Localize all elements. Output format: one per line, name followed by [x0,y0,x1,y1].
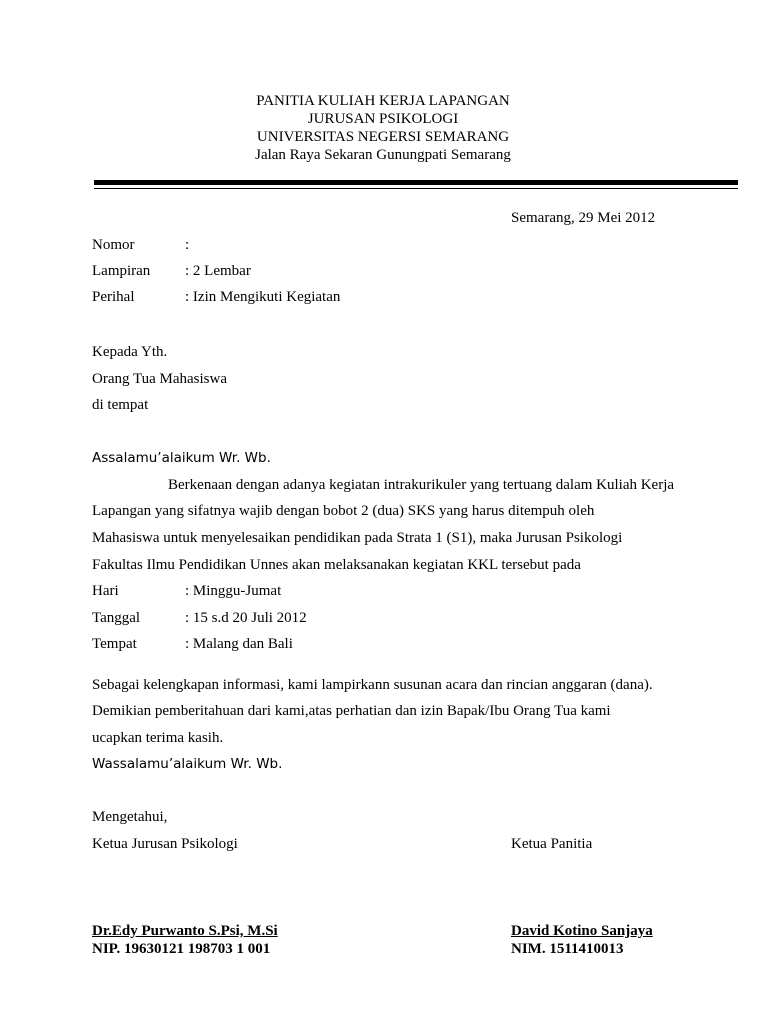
farewell: Wassalamu’alaikum Wr. Wb. [92,756,283,772]
closing-line-3: ucapkan terima kasih. [92,730,224,746]
schedule-value-day: : Minggu-Jumat [185,583,282,599]
letterhead-department: JURUSAN PSIKOLOGI [307,111,459,127]
meta-label-subject: Perihal [92,289,135,305]
letterhead [0,92,766,164]
recipient-location: di tempat [92,397,149,413]
greeting: Assalamu’alaikum Wr. Wb. [92,450,271,466]
body-line-2: Lapangan yang sifatnya wajib dengan bobot 2 (dua) SKS yang harus ditempuh oleh [92,503,595,519]
meta-label-attachment: Lampiran [92,263,151,279]
recipient-name: Orang Tua Mahasiswa [92,371,227,387]
letterhead-thin-rule [94,188,738,189]
right-signatory-name: David Kotino Sanjaya [511,923,653,939]
left-signatory-title: Ketua Jurusan Psikologi [92,836,238,852]
letter-date: Semarang, 29 Mei 2012 [511,210,656,226]
meta-value-subject: : Izin Mengikuti Kegiatan [185,289,341,305]
schedule-label-day: Hari [92,583,119,599]
meta-value-number: : [185,237,190,253]
left-signatory-id: NIP. 19630121 198703 1 001 [92,941,271,957]
meta-value-attachment: : 2 Lembar [185,263,251,279]
right-signatory-title: Ketua Panitia [511,836,593,852]
schedule-label-place: Tempat [92,636,137,652]
closing-line-2: Demikian pemberitahuan dari kami,atas perhatian dan izin Bapak/Ibu Orang Tua kami [92,703,611,719]
body-line-1: Berkenaan dengan adanya kegiatan intrakurikuler yang tertuang dalam Kuliah Kerja [168,477,675,493]
schedule-value-place: : Malang dan Bali [185,636,293,652]
letterhead-thick-rule [94,180,738,185]
letterhead-address: Jalan Raya Sekaran Gunungpati Semarang [255,147,511,163]
letterhead-university: UNIVERSITAS NEGERSI SEMARANG [256,129,510,145]
right-signatory-id: NIM. 1511410013 [511,941,624,957]
left-signatory-name: Dr.Edy Purwanto S.Psi, M.Si [92,923,278,939]
schedule-label-date: Tanggal [92,610,141,626]
body-line-3: Mahasiswa untuk menyelesaikan pendidikan pada Strata 1 (S1), maka Jurusan Psikologi [92,530,623,546]
schedule-value-date: : 15 s.d 20 Juli 2012 [185,610,307,626]
letterhead-committee: PANITIA KULIAH KERJA LAPANGAN [256,93,510,109]
meta-label-number: Nomor [92,237,135,253]
recipient-salutation: Kepada Yth. [92,344,168,360]
body-line-4: Fakultas Ilmu Pendidikan Unnes akan melaksanakan kegiatan KKL tersebut pada [92,557,581,573]
closing-line-1: Sebagai kelengkapan informasi, kami lampirkann susunan acara dan rincian anggaran (dana). [92,677,653,693]
acknowledged-label: Mengetahui, [92,809,168,825]
